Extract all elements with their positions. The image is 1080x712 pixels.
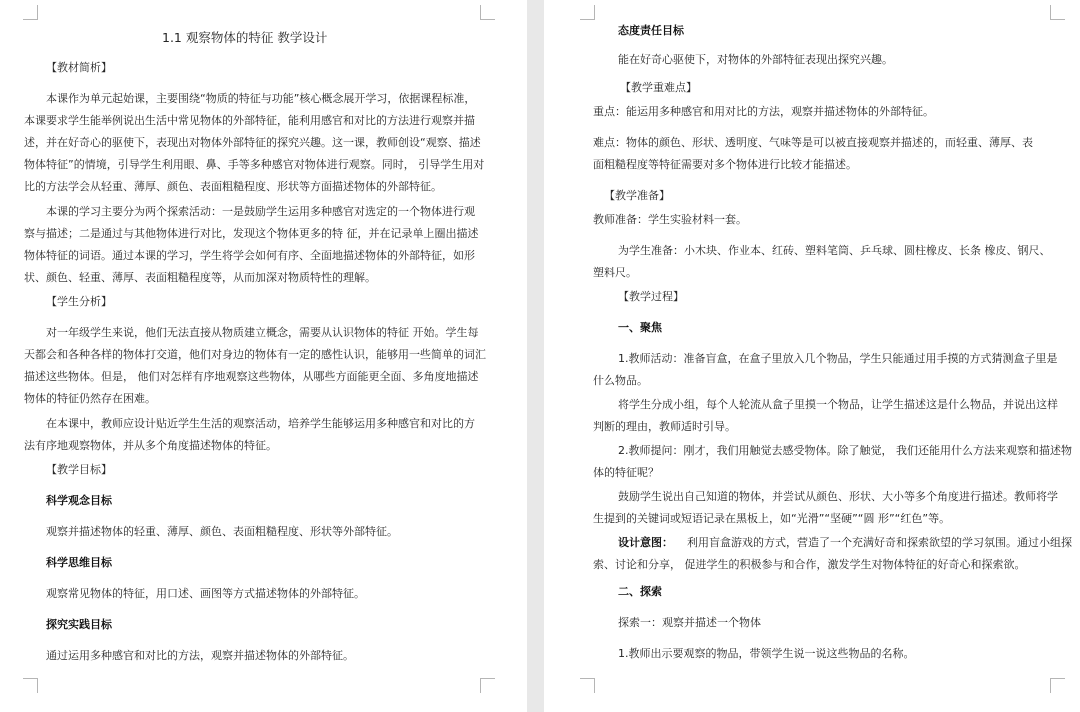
- paragraph-line: 在本课中，教师应设计贴近学生生活的观察活动，培养学生能够运用多种感官和对比的方: [46, 417, 475, 430]
- margin-corner-mark: [580, 5, 595, 20]
- design-intent-label: 设计意图：: [618, 536, 673, 549]
- subheading-inquiry-practice-goal: 探究实践目标: [46, 618, 112, 631]
- section-heading-teaching-preparation: 【教学准备】: [604, 189, 670, 202]
- subheading-science-thinking-goal: 科学思维目标: [46, 556, 112, 569]
- paragraph-line: 2.教师提问：刚才，我们用触觉去感受物体。除了触觉， 我们还能用什么方法来观察和描述物: [618, 444, 1072, 457]
- section-heading-teaching-goals: 【教学目标】: [46, 463, 112, 476]
- paragraph-line: 通过运用多种感官和对比的方法，观察并描述物体的外部特征。: [46, 649, 354, 662]
- subheading-explore: 二、探索: [618, 585, 662, 598]
- paragraph-line: 面粗糙程度等特征需要对多个物体进行比较才能描述。: [593, 158, 857, 171]
- subheading-focus: 一、聚焦: [618, 321, 662, 334]
- paragraph-line: 物体的特征仍然存在困难。: [24, 392, 156, 405]
- paragraph-line: 什么物品。: [593, 374, 648, 387]
- document-page-right: [544, 0, 1080, 712]
- paragraph-line: 天都会和各种各样的物体打交道，他们对身边的物体有一定的感性认识，能够用一些简单的词汇: [24, 348, 486, 361]
- paragraph-line: 生提到的关键词或短语记录在黑板上，如“光滑”“坚硬”“圆 形”“红色”等。: [593, 512, 951, 525]
- paragraph-line: 物体特征”的情境，引导学生利用眼、鼻、手等多种感官对物体进行观察。同时， 引导学生用对: [24, 158, 485, 171]
- subheading-science-concept-goal: 科学观念目标: [46, 494, 112, 507]
- paragraph-line: 教师准备：学生实验材料一套。: [593, 213, 747, 226]
- paragraph-line: 体的特征呢？: [593, 466, 659, 479]
- margin-corner-mark: [23, 5, 38, 20]
- paragraph-line: 为学生准备：小木块、作业本、红砖、塑料笔筒、乒乓球、圆柱橡皮、长条 橡皮、钢尺、: [618, 244, 1051, 257]
- document-page-left: [0, 0, 527, 712]
- subheading-attitude-goal: 态度责任目标: [618, 24, 684, 37]
- paragraph-line: 难点：物体的颜色、形状、透明度、气味等是可以被直接观察并描述的，而轻重、薄厚、表: [593, 136, 1033, 149]
- margin-corner-mark: [480, 678, 495, 693]
- paragraph-line: 1.教师活动：准备盲盒，在盒子里放入几个物品，学生只能通过用手摸的方式猜测盒子里是: [618, 352, 1058, 365]
- paragraph-line: 1.教师出示要观察的物品，带领学生说一说这些物品的名称。: [618, 647, 915, 660]
- paragraph-line: 鼓励学生说出自己知道的物体，并尝试从颜色、形状、大小等多个角度进行描述。教师将学: [618, 490, 1058, 503]
- paragraph-line: 本课作为单元起始课，主要围绕“物质的特征与功能”核心概念展开学习，依据课程标准，: [46, 92, 476, 105]
- section-heading-textbook-analysis: 【教材简析】: [46, 61, 112, 74]
- paragraph-line: 物体特征的词语。通过本课的学习，学生将学会如何有序、全面地描述物体的外部特征，如形: [24, 249, 475, 262]
- paragraph-line: 状、颜色、轻重、薄厚、表面粗糙程度等，从而加深对物质特性的理解。: [24, 271, 376, 284]
- paragraph-line: 利用盲盒游戏的方式，营造了一个充满好奇和探索欲望的学习氛围。通过小组探: [687, 536, 1072, 549]
- paragraph-line: 察与描述；二是通过与其他物体进行对比，发现这个物体更多的特 征，并在记录单上圈出描述: [24, 227, 479, 240]
- paragraph-line: 对一年级学生来说，他们无法直接从物质建立概念，需要从认识物体的特征 开始。学生每: [46, 326, 479, 339]
- paragraph-line: 重点：能运用多种感官和用对比的方法，观察并描述物体的外部特征。: [593, 105, 934, 118]
- section-heading-teaching-process: 【教学过程】: [618, 290, 684, 303]
- document-title: 1.1 观察物体的特征 教学设计: [162, 30, 328, 45]
- paragraph-line: 本课的学习主要分为两个探索活动：一是鼓励学生运用多种感官对选定的一个物体进行观: [46, 205, 475, 218]
- paragraph-line: 观察并描述物体的轻重、薄厚、颜色、表面粗糙程度、形状等外部特征。: [46, 525, 398, 538]
- section-heading-student-analysis: 【学生分析】: [46, 295, 112, 308]
- paragraph-line: 能在好奇心驱使下，对物体的外部特征表现出探究兴趣。: [618, 53, 893, 66]
- section-heading-key-points: 【教学重难点】: [620, 81, 697, 94]
- paragraph-line: 描述这些物体。但是， 他们对怎样有序地观察这些物体，从哪些方面能更全面、多角度地描述: [24, 370, 479, 383]
- paragraph-line: 判断的理由，教师适时引导。: [593, 420, 736, 433]
- paragraph-line: 述，并在好奇心的驱使下，表现出对物体外部特征的探究兴趣。这一课，教师创设“观察、描述: [24, 136, 481, 149]
- paragraph-line: 比的方法学会从轻重、薄厚、颜色、表面粗糙程度、形状等方面描述物体的外部特征。: [24, 180, 442, 193]
- paragraph-line: 法有序地观察物体，并从多个角度描述物体的特征。: [24, 439, 277, 452]
- margin-corner-mark: [580, 678, 595, 693]
- margin-corner-mark: [1050, 678, 1065, 693]
- margin-corner-mark: [480, 5, 495, 20]
- margin-corner-mark: [23, 678, 38, 693]
- paragraph-line: 塑料尺。: [593, 266, 637, 279]
- margin-corner-mark: [1050, 5, 1065, 20]
- paragraph-line: 本课要求学生能举例说出生活中常见物体的外部特征，能利用感官和对比的方法进行观察并描: [24, 114, 475, 127]
- paragraph-line: 索、讨论和分享， 促进学生的积极参与和合作，激发学生对物体特征的好奇心和探索欲。: [593, 558, 1026, 571]
- paragraph-line: 探索一：观察并描述一个物体: [618, 616, 761, 629]
- paragraph-line: 观察常见物体的特征，用口述、画图等方式描述物体的外部特征。: [46, 587, 365, 600]
- paragraph-line: 将学生分成小组，每个人轮流从盒子里摸一个物品，让学生描述这是什么物品，并说出这样: [618, 398, 1058, 411]
